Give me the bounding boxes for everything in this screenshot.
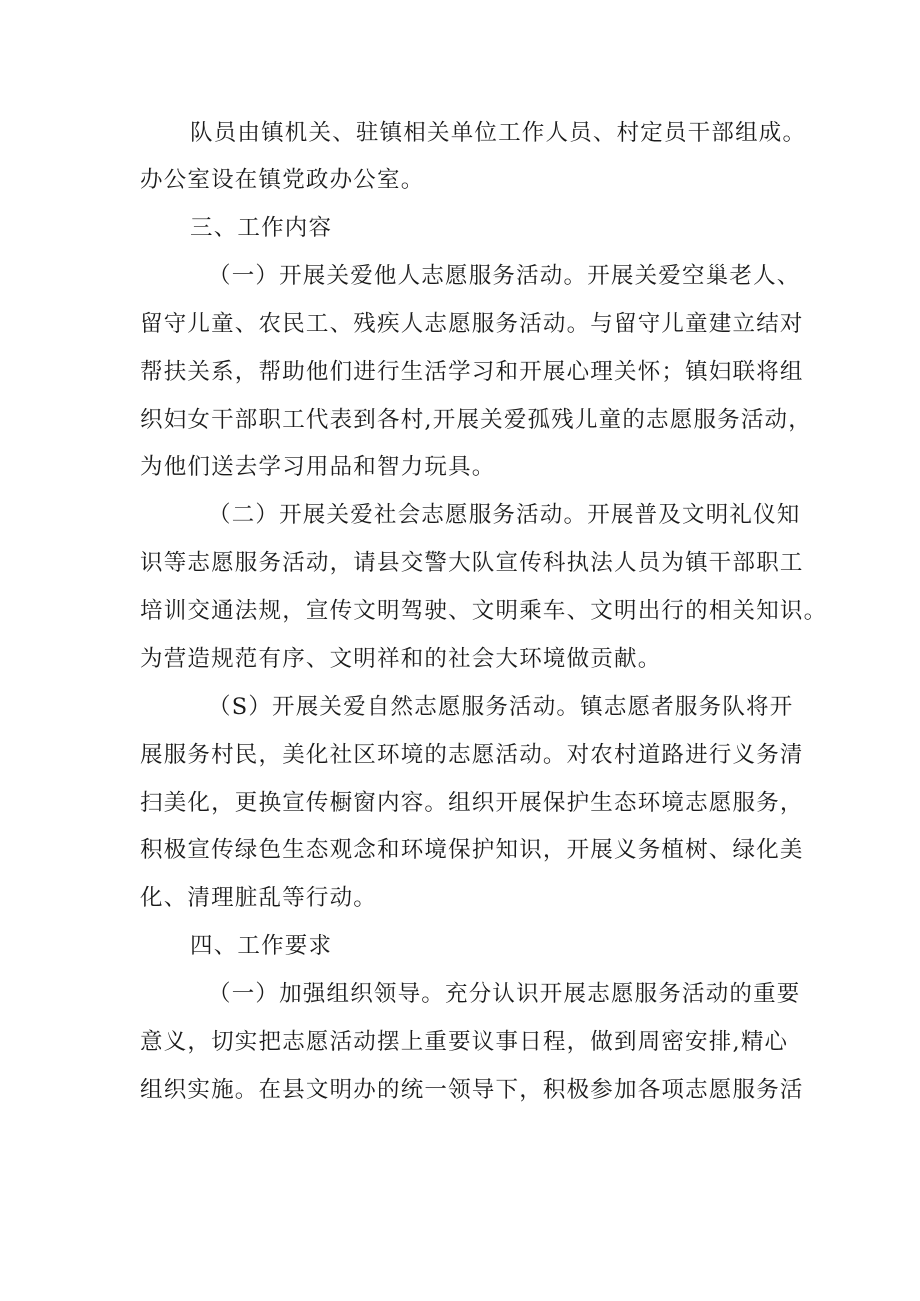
text-line-16: 积极宣传绿色生态观念和环境保护知识，开展义务植树、绿化美 [140, 837, 804, 863]
text-line-13: （S）开展关爱自然志愿服务活动。镇志愿者服务队将开 [208, 694, 794, 720]
text-line-12: 为营造规范有序、文明祥和的社会大环境做贡献。 [140, 646, 662, 672]
text-line-8: 为他们送去学习用品和智力玩具。 [140, 454, 496, 480]
text-line-10: 识等志愿服务活动，请县交警大队宣传科执法人员为镇干部职工 [140, 550, 804, 576]
text-line-4: （一）开展关爱他人志愿服务活动。开展关爱空巢老人、 [208, 263, 801, 289]
text-line-7: 织妇女干部职工代表到各村,开展关爱孤残儿童的志愿服务活动， [140, 407, 812, 433]
text-line-2: 办公室设在镇党政办公室。 [140, 167, 425, 193]
text-line-19: （一）加强组织领导。充分认识开展志愿服务活动的重要 [208, 981, 801, 1007]
text-line-11: 培训交通法规，宣传文明驾驶、文明乘车、文明出行的相关知识。 [140, 598, 828, 624]
text-line-14: 展服务村民，美化社区环境的志愿活动。对农村道路进行义务清 [140, 742, 804, 768]
section-heading-3: 三、工作内容 [190, 215, 333, 241]
text-line-5: 留守儿童、农民工、残疾人志愿服务活动。与留守儿童建立结对 [140, 311, 804, 337]
text-line-6: 帮扶关系，帮助他们进行生活学习和开展心理关怀；镇妇联将组 [140, 359, 804, 385]
section-heading-18: 四、工作要求 [190, 933, 333, 959]
text-line-9: （二）开展关爱社会志愿服务活动。开展普及文明礼仪知 [208, 502, 801, 528]
text-line-17: 化、清理脏乱等行动。 [140, 885, 378, 911]
text-line-1: 队员由镇机关、驻镇相关单位工作人员、村定员干部组成。 [190, 120, 807, 146]
text-line-21: 组织实施。在县文明办的统一领导下，积极参加各项志愿服务活 [140, 1077, 804, 1103]
text-line-20: 意义，切实把志愿活动摆上重要议事日程，做到周密安排,精心 [140, 1029, 789, 1055]
text-line-15: 扫美化，更换宣传橱窗内容。组织开展保护生态环境志愿服务， [140, 790, 804, 816]
